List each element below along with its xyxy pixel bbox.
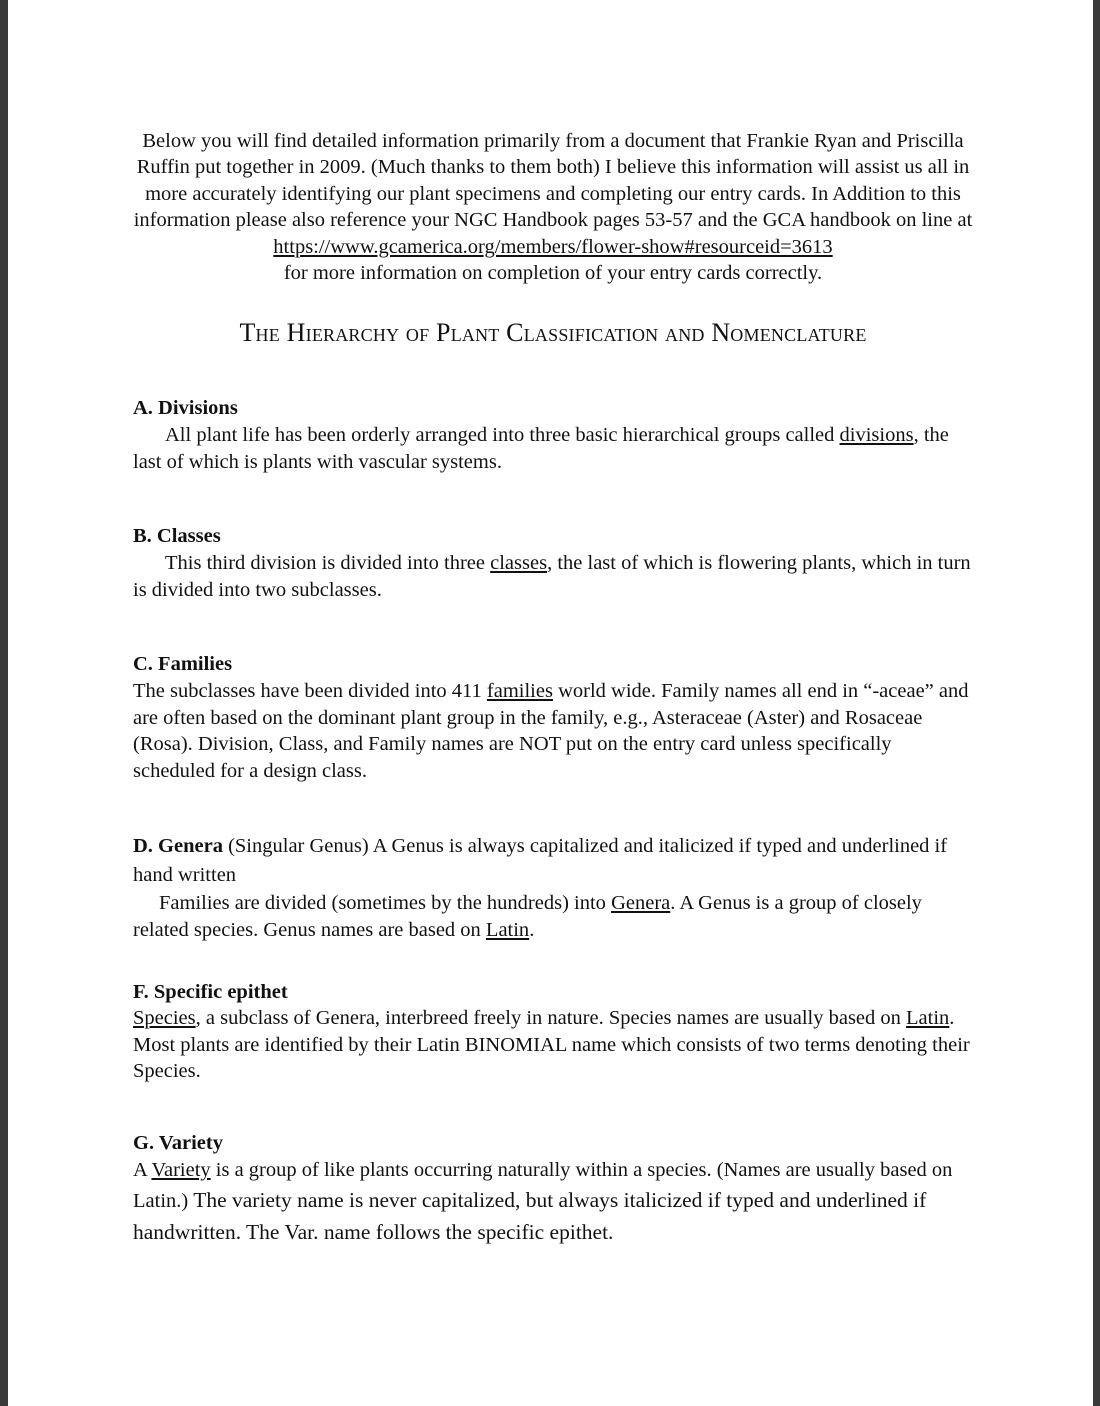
term-latin: Latin [485, 918, 530, 941]
section-heading-line [133, 832, 973, 890]
term-latin: Latin [906, 1007, 950, 1029]
gca-handbook-link[interactable]: https://www.gcamerica.org/members/flower-show#resourceid=3613 [273, 235, 833, 258]
section-classes [133, 522, 973, 603]
section-families [133, 650, 973, 784]
section-variety [133, 1129, 973, 1248]
section-heading-note: (Singular Genus) A Genus is always capitalized and italicized if typed and underlined if hand written [133, 835, 948, 886]
section-heading: C. Families [133, 653, 233, 675]
section-heading: F. Specific epithet [133, 981, 288, 1003]
term-families: families [486, 680, 553, 702]
page-title: The Hierarchy of Plant Classification and Nomenclature [239, 318, 867, 347]
document-page [8, 0, 1093, 1406]
section-body: Families are divided (sometimes by the hundreds) into Genera. A Genus is a group of closely related species. Genus names are based on Latin. [133, 892, 922, 941]
section-heading: B. Classes [133, 525, 221, 547]
section-heading: D. Genera [133, 835, 223, 857]
section-body: Species, a subclass of Genera, interbreed freely in nature. Species names are usually based on Latin. Most plants are identified by their Latin BINOMIAL name which consists of two terms denoting their Species. [133, 1007, 970, 1082]
section-body: All plant life has been orderly arranged into three basic hierarchical groups called divisions, the last of which is plants with vascular systems. [133, 424, 949, 473]
intro-paragraph [133, 128, 973, 286]
section-genera [133, 832, 973, 943]
intro-text: Below you will find detailed information primarily from a document that Frankie Ryan and Priscilla Ruffin put together in 2009. (Much thanks to them both) I believe this information will assist us all in more accurately identifying our plant specimens and completing our entry cards. In Addition to this information please also reference your NGC Handbook pages 53-57 and the GCA handbook on line at [133, 130, 973, 232]
term-genera: Genera [611, 892, 671, 914]
term-species: Species [133, 1007, 196, 1029]
intro-text-end: for more information on completion of your entry cards correctly. [283, 262, 823, 285]
section-heading: A. Divisions [133, 397, 238, 419]
section-body: This third division is divided into three classes, the last of which is flowering plants, which in turn is divided into two subclasses. [133, 552, 971, 601]
section-body: The subclasses have been divided into 411 families world wide. Family names all end in “-aceae” and are often based on the dominant plant group in the family, e.g., Asteraceae (Aster) and Rosaceae (Rosa). Division, Class, and Family names are NOT put on the entry card unless specifically scheduled for a design class. [133, 680, 969, 782]
section-specific-epithet [133, 979, 973, 1085]
term-classes: classes [490, 552, 548, 574]
section-divisions [133, 394, 973, 475]
section-heading: G. Variety [133, 1132, 223, 1154]
term-variety: Variety [151, 1159, 211, 1181]
section-body: A Variety is a group of like plants occurring naturally within a species. (Names are usually based on Latin.) The variety name is never capitalized, but always italicized if typed and underlined if handwritten. The Var. name follows the specific epithet. [133, 1159, 953, 1244]
term-divisions: divisions [839, 424, 914, 446]
